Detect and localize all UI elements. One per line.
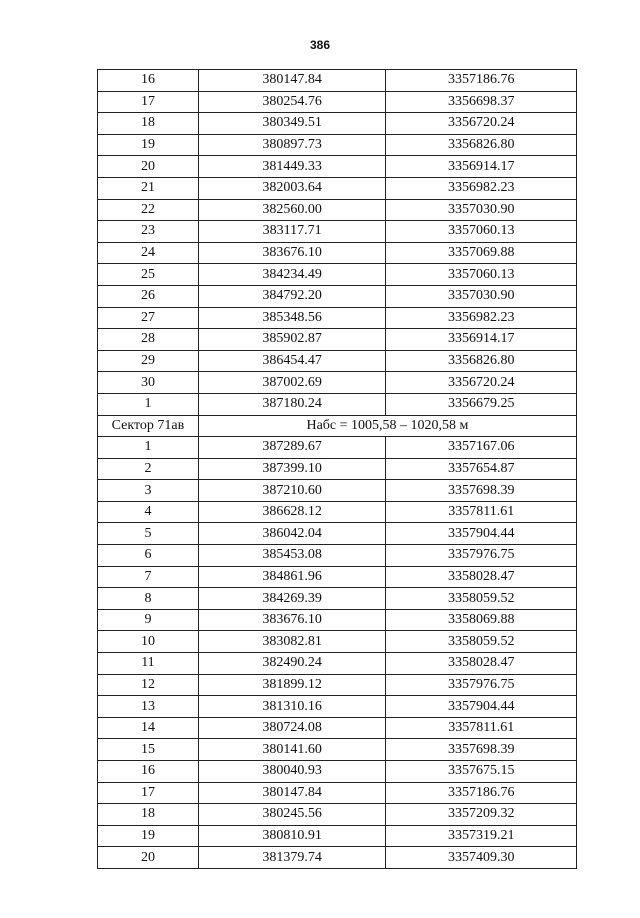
table-row bbox=[98, 199, 577, 221]
table-row bbox=[98, 113, 577, 135]
coordinate-y: 3357186.76 bbox=[386, 70, 577, 92]
coordinate-y: 3358059.52 bbox=[386, 588, 577, 610]
point-number: 24 bbox=[98, 242, 199, 264]
coordinate-y: 3357976.75 bbox=[386, 674, 577, 696]
coordinate-y: 3357319.21 bbox=[386, 825, 577, 847]
table-row bbox=[98, 70, 577, 92]
coordinate-x: 387289.67 bbox=[198, 437, 386, 459]
coordinate-y: 3357904.44 bbox=[386, 523, 577, 545]
coordinate-y: 3356982.23 bbox=[386, 307, 577, 329]
coordinate-y: 3357060.13 bbox=[386, 264, 577, 286]
point-number: 28 bbox=[98, 329, 199, 351]
coordinate-x: 386454.47 bbox=[198, 350, 386, 372]
table-row bbox=[98, 221, 577, 243]
table-row bbox=[98, 156, 577, 178]
table-row bbox=[98, 177, 577, 199]
point-number: 15 bbox=[98, 739, 199, 761]
coordinate-y: 3357811.61 bbox=[386, 717, 577, 739]
coordinate-x: 384234.49 bbox=[198, 264, 386, 286]
point-number: 20 bbox=[98, 156, 199, 178]
coordinate-y: 3357030.90 bbox=[386, 285, 577, 307]
coordinate-y: 3356698.37 bbox=[386, 91, 577, 113]
coordinate-y: 3357186.76 bbox=[386, 782, 577, 804]
coordinate-x: 380349.51 bbox=[198, 113, 386, 135]
table-row bbox=[98, 609, 577, 631]
point-number: 18 bbox=[98, 804, 199, 826]
coordinate-x: 380141.60 bbox=[198, 739, 386, 761]
table-row bbox=[98, 825, 577, 847]
coordinates-table bbox=[97, 69, 577, 869]
table-row bbox=[98, 653, 577, 675]
sector-header bbox=[98, 415, 577, 437]
coordinate-x: 383082.81 bbox=[198, 631, 386, 653]
coordinate-x: 386042.04 bbox=[198, 523, 386, 545]
point-number: 6 bbox=[98, 545, 199, 567]
coordinate-y: 3356826.80 bbox=[386, 350, 577, 372]
coordinate-x: 381449.33 bbox=[198, 156, 386, 178]
table-row bbox=[98, 458, 577, 480]
coordinate-x: 381899.12 bbox=[198, 674, 386, 696]
table-row bbox=[98, 588, 577, 610]
coordinate-y: 3357811.61 bbox=[386, 501, 577, 523]
table-row bbox=[98, 307, 577, 329]
coordinate-y: 3357060.13 bbox=[386, 221, 577, 243]
table-row bbox=[98, 501, 577, 523]
point-number: 13 bbox=[98, 696, 199, 718]
coordinate-x: 380245.56 bbox=[198, 804, 386, 826]
coordinate-x: 385453.08 bbox=[198, 545, 386, 567]
coordinate-y: 3358028.47 bbox=[386, 653, 577, 675]
coordinate-x: 380147.84 bbox=[198, 782, 386, 804]
coordinate-x: 380040.93 bbox=[198, 761, 386, 783]
coordinate-y: 3356679.25 bbox=[386, 393, 577, 415]
coordinate-x: 387180.24 bbox=[198, 393, 386, 415]
coordinate-y: 3356826.80 bbox=[386, 134, 577, 156]
table-row bbox=[98, 631, 577, 653]
table-row bbox=[98, 437, 577, 459]
coordinate-x: 382003.64 bbox=[198, 177, 386, 199]
point-number: 20 bbox=[98, 847, 199, 869]
table-row bbox=[98, 739, 577, 761]
point-number: 11 bbox=[98, 653, 199, 675]
table-row bbox=[98, 761, 577, 783]
page-number: 386 bbox=[309, 38, 331, 52]
point-number: 19 bbox=[98, 134, 199, 156]
table-body-lower bbox=[98, 437, 577, 869]
point-number: 16 bbox=[98, 70, 199, 92]
point-number: 2 bbox=[98, 458, 199, 480]
coordinate-x: 381310.16 bbox=[198, 696, 386, 718]
coordinate-x: 385902.87 bbox=[198, 329, 386, 351]
point-number: 10 bbox=[98, 631, 199, 653]
point-number: 5 bbox=[98, 523, 199, 545]
coordinate-x: 386628.12 bbox=[198, 501, 386, 523]
sector-label: Сектор 71ав bbox=[98, 415, 199, 437]
point-number: 1 bbox=[98, 437, 199, 459]
table-body-upper bbox=[98, 70, 577, 416]
coordinate-y: 3358069.88 bbox=[386, 609, 577, 631]
coordinate-x: 381379.74 bbox=[198, 847, 386, 869]
point-number: 1 bbox=[98, 393, 199, 415]
table-row bbox=[98, 696, 577, 718]
table-row bbox=[98, 545, 577, 567]
point-number: 22 bbox=[98, 199, 199, 221]
coordinate-x: 384792.20 bbox=[198, 285, 386, 307]
point-number: 8 bbox=[98, 588, 199, 610]
point-number: 7 bbox=[98, 566, 199, 588]
coordinate-x: 384269.39 bbox=[198, 588, 386, 610]
coordinate-y: 3356720.24 bbox=[386, 113, 577, 135]
table-row bbox=[98, 264, 577, 286]
sector-height: Набс = 1005,58 – 1020,58 м bbox=[198, 415, 576, 437]
coordinate-y: 3357904.44 bbox=[386, 696, 577, 718]
coordinate-y: 3356982.23 bbox=[386, 177, 577, 199]
coordinate-x: 380810.91 bbox=[198, 825, 386, 847]
coordinate-x: 384861.96 bbox=[198, 566, 386, 588]
point-number: 4 bbox=[98, 501, 199, 523]
coordinate-y: 3357167.06 bbox=[386, 437, 577, 459]
coordinate-x: 380254.76 bbox=[198, 91, 386, 113]
coordinate-x: 382560.00 bbox=[198, 199, 386, 221]
coordinate-y: 3357675.15 bbox=[386, 761, 577, 783]
table-row bbox=[98, 285, 577, 307]
table-row bbox=[98, 804, 577, 826]
table-row bbox=[98, 782, 577, 804]
coordinate-y: 3357654.87 bbox=[386, 458, 577, 480]
coordinate-y: 3356914.17 bbox=[386, 329, 577, 351]
point-number: 12 bbox=[98, 674, 199, 696]
table-row bbox=[98, 134, 577, 156]
table-row bbox=[98, 393, 577, 415]
point-number: 9 bbox=[98, 609, 199, 631]
table-row bbox=[98, 350, 577, 372]
coordinate-y: 3356914.17 bbox=[386, 156, 577, 178]
point-number: 3 bbox=[98, 480, 199, 502]
point-number: 17 bbox=[98, 91, 199, 113]
coordinate-y: 3357698.39 bbox=[386, 739, 577, 761]
table-row bbox=[98, 523, 577, 545]
sector-row bbox=[98, 415, 577, 437]
coordinate-x: 387210.60 bbox=[198, 480, 386, 502]
coordinate-x: 380897.73 bbox=[198, 134, 386, 156]
coordinate-y: 3357209.32 bbox=[386, 804, 577, 826]
table-row bbox=[98, 717, 577, 739]
table-row bbox=[98, 480, 577, 502]
table-row bbox=[98, 566, 577, 588]
coordinate-y: 3356720.24 bbox=[386, 372, 577, 394]
point-number: 27 bbox=[98, 307, 199, 329]
point-number: 18 bbox=[98, 113, 199, 135]
point-number: 19 bbox=[98, 825, 199, 847]
table-row bbox=[98, 329, 577, 351]
table-row bbox=[98, 674, 577, 696]
point-number: 16 bbox=[98, 761, 199, 783]
coordinate-x: 383676.10 bbox=[198, 609, 386, 631]
coordinate-y: 3357409.30 bbox=[386, 847, 577, 869]
table-row bbox=[98, 372, 577, 394]
coordinate-y: 3357030.90 bbox=[386, 199, 577, 221]
coordinate-x: 387002.69 bbox=[198, 372, 386, 394]
point-number: 17 bbox=[98, 782, 199, 804]
coordinate-y: 3357976.75 bbox=[386, 545, 577, 567]
coordinate-x: 387399.10 bbox=[198, 458, 386, 480]
coordinate-x: 385348.56 bbox=[198, 307, 386, 329]
coordinate-y: 3358059.52 bbox=[386, 631, 577, 653]
coordinate-y: 3357698.39 bbox=[386, 480, 577, 502]
coordinate-x: 380724.08 bbox=[198, 717, 386, 739]
point-number: 21 bbox=[98, 177, 199, 199]
coordinate-x: 380147.84 bbox=[198, 70, 386, 92]
table-row bbox=[98, 242, 577, 264]
coordinate-x: 383117.71 bbox=[198, 221, 386, 243]
coordinate-y: 3357069.88 bbox=[386, 242, 577, 264]
coordinate-x: 382490.24 bbox=[198, 653, 386, 675]
point-number: 29 bbox=[98, 350, 199, 372]
point-number: 23 bbox=[98, 221, 199, 243]
point-number: 30 bbox=[98, 372, 199, 394]
point-number: 26 bbox=[98, 285, 199, 307]
coordinate-y: 3358028.47 bbox=[386, 566, 577, 588]
point-number: 14 bbox=[98, 717, 199, 739]
table-row bbox=[98, 847, 577, 869]
point-number: 25 bbox=[98, 264, 199, 286]
table-row bbox=[98, 91, 577, 113]
coordinate-x: 383676.10 bbox=[198, 242, 386, 264]
